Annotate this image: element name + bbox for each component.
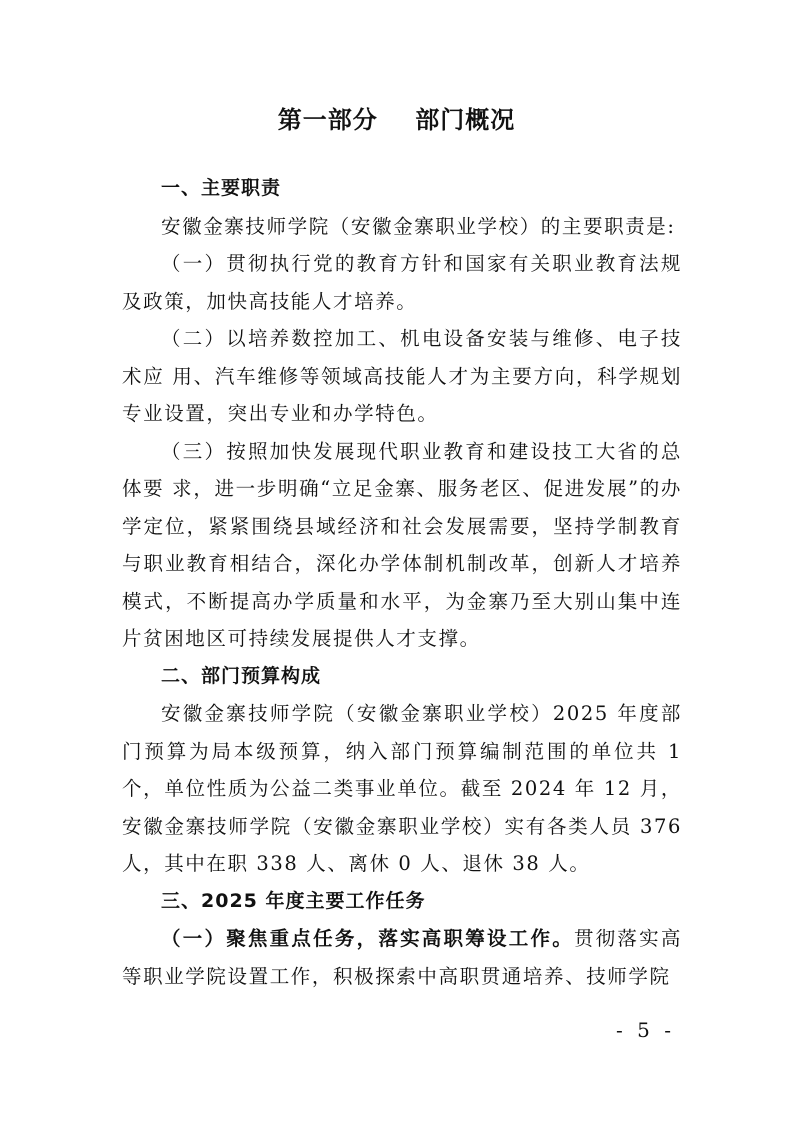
document-body	[122, 170, 682, 995]
section-heading-budget-structure: 二、部门预算构成	[161, 664, 322, 687]
main-task-item-1-title: （一）聚焦重点任务，落实高职筹设工作。	[161, 927, 574, 950]
section-heading-main-tasks: 三、2025 年度主要工作任务	[161, 889, 426, 912]
responsibility-item-3: （三）按照加快发展现代职业教育和建设技工大省的总体要 求，进一步明确“立足金寨、服务老区、促进发展”的办学定位，紧紧围绕县域经济和社会发展需要，坚持学制教育与职业教育相结合，深化办学体制机制改革，创新人才培养模式，不断提高办学质量和水平，为金寨乃至大别山集中连片贫困地区可持续发展提供人才支撑。	[122, 439, 682, 650]
budget-structure-paragraph: 安徽金寨技师学院（安徽金寨职业学校）2025 年度部门预算为局本级预算，纳入部门预算编制范围的单位共 1 个，单位性质为公益二类事业单位。截至 2024 年 12 月，安徽金寨技师学院（安徽金寨职业学校）实有各类人员 376 人，其中在职 338 人、离休 0 人、退休 38 人。	[122, 702, 682, 875]
section-heading-responsibilities: 一、主要职责	[161, 177, 282, 199]
responsibilities-intro: 安徽金寨技师学院（安徽金寨职业学校）的主要职责是:	[161, 214, 676, 238]
page-title: 第一部分 部门概况	[277, 106, 516, 134]
main-task-item-1-text: 贯彻落实高等职业学院设置工作，积极探索中高职贯通培养、技师学院	[122, 927, 682, 988]
responsibility-item-2: （二）以培养数控加工、机电设备安装与维修、电子技术应 用、汽车维修等领域高技能人才为主要方向，科学规划专业设置，突出专业和办学特色。	[122, 327, 682, 425]
page-number: - 5 -	[616, 1018, 675, 1042]
responsibility-item-1: （一）贯彻执行党的教育方针和国家有关职业教育法规及政策，加快高技能人才培养。	[122, 252, 682, 313]
main-task-item-1	[122, 920, 682, 995]
